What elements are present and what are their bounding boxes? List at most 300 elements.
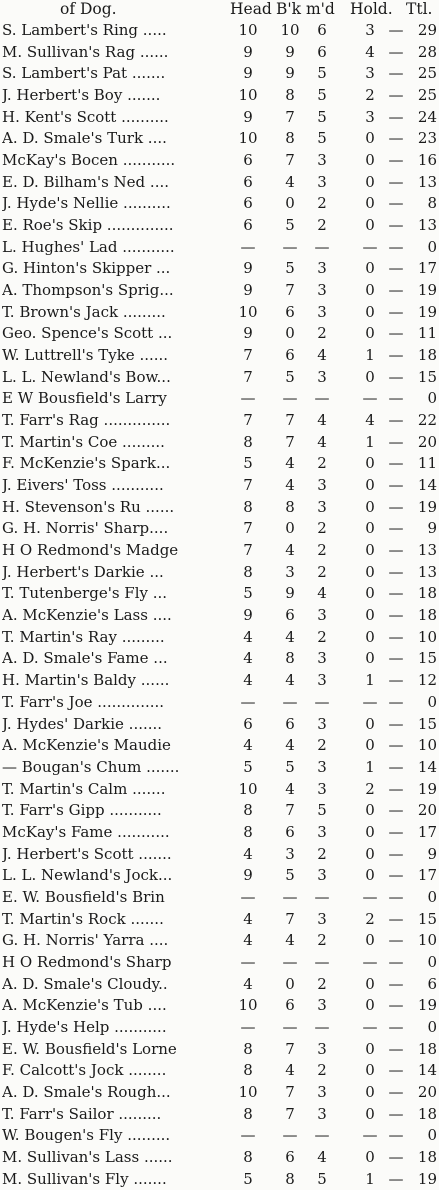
table-row (0, 258, 439, 280)
table-row (0, 367, 439, 389)
md-score: 5 (317, 107, 327, 126)
bk-score: 8 (285, 1169, 295, 1188)
dog-name: H. Stevenson's Ru ...... (2, 497, 175, 516)
head-score: 7 (243, 411, 253, 430)
bk-score: — (282, 1126, 298, 1145)
total-score: 17 (417, 259, 437, 278)
hold-score: 2 (365, 86, 375, 105)
hold-score: — (362, 389, 378, 408)
bk-score: 8 (285, 129, 295, 148)
head-score: — (240, 1126, 256, 1145)
bk-score: 8 (285, 86, 295, 105)
md-score: 3 (317, 649, 327, 668)
dash-separator: — (388, 1147, 404, 1166)
head-score: 10 (238, 996, 258, 1015)
md-score: — (314, 1126, 330, 1145)
table-row (0, 497, 439, 519)
dash-separator: — (388, 736, 404, 755)
head-score: 8 (243, 822, 253, 841)
md-score: — (314, 692, 330, 711)
total-score: 15 (417, 909, 437, 928)
dog-name: T. Martin's Rock ....... (2, 909, 164, 928)
dog-name: J. Hyde's Help ........... (2, 1017, 167, 1036)
dash-separator: — (388, 996, 404, 1015)
bk-score: 6 (285, 1147, 295, 1166)
dog-name: A. McKenzie's Maudie (2, 736, 171, 755)
table-row (0, 453, 439, 475)
bk-score: 7 (285, 801, 295, 820)
total-score: 12 (417, 671, 437, 690)
md-score: 2 (317, 194, 327, 213)
total-score: 6 (427, 974, 437, 993)
table-row (0, 1125, 439, 1147)
hold-score: 1 (365, 346, 375, 365)
dog-name: S. Lambert's Pat ....... (2, 64, 166, 83)
md-score: 5 (317, 801, 327, 820)
head-score: — (240, 237, 256, 256)
hold-score: 2 (365, 909, 375, 928)
md-score: — (314, 1017, 330, 1036)
dog-name: A. D. Smale's Fame ... (2, 649, 168, 668)
md-score: 4 (317, 411, 327, 430)
bk-score: 6 (285, 822, 295, 841)
head-score: 5 (243, 757, 253, 776)
bk-score: 9 (285, 584, 295, 603)
bk-score: 5 (285, 259, 295, 278)
table-row (0, 1039, 439, 1061)
md-score: 4 (317, 1147, 327, 1166)
dash-separator: — (388, 974, 404, 993)
dash-separator: — (388, 21, 404, 39)
hold-score: 1 (365, 1169, 375, 1188)
head-score: 9 (243, 324, 253, 343)
table-row (0, 237, 439, 259)
bk-score: 10 (280, 21, 300, 39)
bk-score: 4 (285, 1061, 295, 1080)
head-score: 4 (243, 671, 253, 690)
dash-separator: — (388, 1082, 404, 1101)
table-row (0, 974, 439, 996)
hold-score: 0 (365, 606, 375, 625)
bk-score: 7 (285, 281, 295, 300)
dog-name: E W Bousfield's Larry (2, 389, 167, 408)
head-score: 7 (243, 519, 253, 538)
md-score: 5 (317, 129, 327, 148)
dash-separator: — (388, 454, 404, 473)
dog-name: A. McKenzie's Lass .... (2, 606, 172, 625)
dash-separator: — (388, 801, 404, 820)
dog-name: L. L. Newland's Bow... (2, 367, 171, 386)
total-score: 25 (417, 64, 437, 83)
hold-score: 0 (365, 627, 375, 646)
table-row (0, 1082, 439, 1104)
dash-separator: — (388, 541, 404, 560)
md-score: 3 (317, 671, 327, 690)
hold-score: 0 (365, 454, 375, 473)
total-score: 18 (417, 584, 437, 603)
bk-score: 8 (285, 497, 295, 516)
bk-score: 9 (285, 64, 295, 83)
bk-score: 6 (285, 346, 295, 365)
head-score: 8 (243, 1147, 253, 1166)
bk-score: 4 (285, 476, 295, 495)
hold-score: 2 (365, 779, 375, 798)
bk-score: — (282, 389, 298, 408)
dog-name: G. H. Norris' Sharp.... (2, 519, 169, 538)
table-row (0, 1017, 439, 1039)
head-score: 10 (238, 779, 258, 798)
head-score: 9 (243, 259, 253, 278)
table-row (0, 540, 439, 562)
table-row (0, 692, 439, 714)
hold-score: 0 (365, 476, 375, 495)
md-score: — (314, 887, 330, 906)
hold-score: 0 (365, 931, 375, 950)
hold-score: 0 (365, 866, 375, 885)
total-score: 20 (417, 432, 437, 451)
dash-separator: — (388, 194, 404, 213)
dog-name: J. Herbert's Boy ....... (2, 86, 161, 105)
hold-score: — (362, 887, 378, 906)
table-row (0, 107, 439, 129)
table-body (0, 20, 439, 1190)
head-score: 4 (243, 736, 253, 755)
table-row (0, 475, 439, 497)
bk-score: — (282, 1017, 298, 1036)
md-score: 2 (317, 216, 327, 235)
hold-score: 4 (365, 411, 375, 430)
bk-score: — (282, 237, 298, 256)
bk-score: 6 (285, 302, 295, 321)
head-score: 7 (243, 476, 253, 495)
md-score: 3 (317, 996, 327, 1015)
hold-score: 3 (365, 64, 375, 83)
dash-separator: — (388, 216, 404, 235)
dash-separator: — (388, 1169, 404, 1188)
bk-score: 7 (285, 1082, 295, 1101)
table-row (0, 410, 439, 432)
table-row (0, 779, 439, 801)
table-row (0, 627, 439, 649)
hold-score: 3 (365, 21, 375, 39)
dash-separator: — (388, 107, 404, 126)
md-score: 3 (317, 866, 327, 885)
head-score: — (240, 389, 256, 408)
table-row (0, 1169, 439, 1190)
head-score: 6 (243, 194, 253, 213)
md-score: 2 (317, 844, 327, 863)
total-score: 19 (417, 779, 437, 798)
bk-score: 5 (285, 367, 295, 386)
dog-name: T. Tutenberge's Fly ... (2, 584, 168, 603)
total-score: 14 (417, 757, 437, 776)
hold-score: — (362, 1126, 378, 1145)
total-score: 20 (417, 1082, 437, 1101)
table-row (0, 995, 439, 1017)
dog-name: E. W. Bousfield's Lorne (2, 1039, 177, 1058)
md-score: — (314, 237, 330, 256)
dash-separator: — (388, 606, 404, 625)
md-score: 4 (317, 346, 327, 365)
hold-score: 1 (365, 432, 375, 451)
dash-separator: — (388, 367, 404, 386)
total-score: 20 (417, 801, 437, 820)
total-score: 19 (417, 1169, 437, 1188)
hold-score: 0 (365, 324, 375, 343)
dash-separator: — (388, 649, 404, 668)
hold-score: — (362, 1017, 378, 1036)
bk-score: 6 (285, 996, 295, 1015)
dash-separator: — (388, 757, 404, 776)
hold-score: 0 (365, 996, 375, 1015)
hold-score: 1 (365, 757, 375, 776)
total-score: 28 (417, 42, 437, 61)
dash-separator: — (388, 389, 404, 408)
hold-score: 1 (365, 671, 375, 690)
dog-name: T. Farr's Gipp ........... (2, 801, 162, 820)
dog-name: H. Martin's Baldy ...... (2, 671, 170, 690)
table-row (0, 583, 439, 605)
dash-separator: — (388, 844, 404, 863)
hold-score: 0 (365, 736, 375, 755)
head-score: 6 (243, 714, 253, 733)
hold-score: 0 (365, 1039, 375, 1058)
dog-name: T. Martin's Ray ......... (2, 627, 165, 646)
dash-separator: — (388, 822, 404, 841)
hold-score: 0 (365, 151, 375, 170)
head-score: 4 (243, 627, 253, 646)
total-score: 16 (417, 151, 437, 170)
bk-score: 4 (285, 779, 295, 798)
dash-separator: — (388, 281, 404, 300)
dash-separator: — (388, 346, 404, 365)
md-score: 3 (317, 151, 327, 170)
total-score: 13 (417, 562, 437, 581)
dash-separator: — (388, 259, 404, 278)
bk-score: 4 (285, 454, 295, 473)
head-score: 7 (243, 541, 253, 560)
total-score: 23 (417, 129, 437, 148)
total-score: 19 (417, 996, 437, 1015)
table-row (0, 562, 439, 584)
dash-separator: — (388, 779, 404, 798)
hold-score: 0 (365, 367, 375, 386)
hold-score: 0 (365, 1061, 375, 1080)
md-score: 3 (317, 909, 327, 928)
hold-score: 0 (365, 497, 375, 516)
total-score: 10 (417, 627, 437, 646)
bk-score: 0 (285, 519, 295, 538)
total-score: 25 (417, 86, 437, 105)
md-score: 4 (317, 432, 327, 451)
dash-separator: — (388, 86, 404, 105)
total-score: 19 (417, 497, 437, 516)
bk-score: — (282, 952, 298, 971)
dog-name: H. Kent's Scott .......... (2, 107, 169, 126)
dash-separator: — (388, 151, 404, 170)
head-score: 8 (243, 432, 253, 451)
total-score: 9 (427, 519, 437, 538)
head-score: 9 (243, 866, 253, 885)
dog-name: G. H. Norris' Yarra .... (2, 931, 169, 950)
md-score: 2 (317, 627, 327, 646)
table-row (0, 20, 439, 42)
total-score: 14 (417, 1061, 437, 1080)
dog-name: J. Herbert's Darkie ... (2, 562, 164, 581)
hold-score: 0 (365, 172, 375, 191)
hold-score: 0 (365, 302, 375, 321)
total-score: 0 (427, 692, 437, 711)
dash-separator: — (388, 909, 404, 928)
table-row (0, 172, 439, 194)
bk-score: 6 (285, 714, 295, 733)
md-score: 3 (317, 302, 327, 321)
head-score: 9 (243, 64, 253, 83)
head-score: 10 (238, 1082, 258, 1101)
md-score: 4 (317, 584, 327, 603)
md-score: 3 (317, 606, 327, 625)
bk-score: 7 (285, 1039, 295, 1058)
head-score: 8 (243, 801, 253, 820)
total-score: 24 (417, 107, 437, 126)
dog-name: T. Farr's Joe .............. (2, 692, 165, 711)
total-score: 18 (417, 346, 437, 365)
md-score: 3 (317, 714, 327, 733)
dash-separator: — (388, 931, 404, 950)
dog-name: J. Hydes' Darkie ....... (2, 714, 163, 733)
bk-score: 7 (285, 411, 295, 430)
head-score: 4 (243, 974, 253, 993)
bk-score: 5 (285, 757, 295, 776)
total-score: 18 (417, 1039, 437, 1058)
table-row (0, 323, 439, 345)
table-row (0, 909, 439, 931)
total-score: 0 (427, 1126, 437, 1145)
bk-score: 5 (285, 216, 295, 235)
bk-score: 3 (285, 562, 295, 581)
hold-score: 0 (365, 216, 375, 235)
dog-name: S. Lambert's Ring ..... (2, 21, 167, 39)
bk-score: 7 (285, 432, 295, 451)
table-row (0, 432, 439, 454)
table-row (0, 150, 439, 172)
md-score: 2 (317, 541, 327, 560)
head-score: — (240, 887, 256, 906)
dash-separator: — (388, 1104, 404, 1123)
head-score: — (240, 1017, 256, 1036)
dash-separator: — (388, 129, 404, 148)
bk-score: 7 (285, 909, 295, 928)
dog-name: Geo. Spence's Scott ... (2, 324, 173, 343)
dash-separator: — (388, 562, 404, 581)
hold-score: 0 (365, 714, 375, 733)
dog-name: McKay's Fame ........... (2, 822, 170, 841)
head-score: 9 (243, 281, 253, 300)
bk-score: — (282, 887, 298, 906)
bk-score: 0 (285, 974, 295, 993)
total-score: 14 (417, 476, 437, 495)
md-score: 2 (317, 324, 327, 343)
dog-name: E. D. Bilham's Ned .... (2, 172, 169, 191)
table-row (0, 714, 439, 736)
dog-name: L. L. Newland's Jock... (2, 866, 173, 885)
table-row (0, 800, 439, 822)
total-score: 22 (417, 411, 437, 430)
md-score: 3 (317, 1082, 327, 1101)
head-score: 5 (243, 454, 253, 473)
table-row (0, 735, 439, 757)
dog-name: — Bougan's Chum ....... (2, 757, 180, 776)
md-score: 3 (317, 476, 327, 495)
table-row (0, 1147, 439, 1169)
dash-separator: — (388, 627, 404, 646)
hold-score: 0 (365, 801, 375, 820)
total-score: 19 (417, 281, 437, 300)
head-score: 4 (243, 909, 253, 928)
hold-score: — (362, 237, 378, 256)
dash-separator: — (388, 432, 404, 451)
bk-score: 7 (285, 151, 295, 170)
head-score: 6 (243, 216, 253, 235)
hold-score: 3 (365, 107, 375, 126)
table-row (0, 952, 439, 974)
total-score: 13 (417, 216, 437, 235)
dash-separator: — (388, 1126, 404, 1145)
bk-score: 4 (285, 541, 295, 560)
table-row (0, 648, 439, 670)
total-score: 11 (417, 454, 437, 473)
head-score: 7 (243, 346, 253, 365)
md-score: 2 (317, 931, 327, 950)
dash-separator: — (388, 1017, 404, 1036)
table-row (0, 887, 439, 909)
dog-name: T. Martin's Coe ......... (2, 432, 165, 451)
head-score: — (240, 952, 256, 971)
table-row (0, 42, 439, 64)
head-score: 9 (243, 606, 253, 625)
md-score: — (314, 952, 330, 971)
head-score: 9 (243, 107, 253, 126)
head-score: 8 (243, 497, 253, 516)
md-score: 3 (317, 367, 327, 386)
hold-score: 0 (365, 562, 375, 581)
head-score: — (240, 692, 256, 711)
table-row (0, 63, 439, 85)
total-score: 18 (417, 1104, 437, 1123)
dash-separator: — (388, 887, 404, 906)
hold-score: 0 (365, 281, 375, 300)
total-score: 18 (417, 1147, 437, 1166)
dog-name: F. Calcott's Jock ........ (2, 1061, 167, 1080)
dash-separator: — (388, 671, 404, 690)
total-score: 0 (427, 389, 437, 408)
total-score: 8 (427, 194, 437, 213)
dash-separator: — (388, 692, 404, 711)
dog-name: A. D. Smale's Cloudy.. (2, 974, 168, 993)
hold-score: 0 (365, 584, 375, 603)
total-score: 13 (417, 172, 437, 191)
table-row (0, 280, 439, 302)
total-score: 18 (417, 606, 437, 625)
total-score: 0 (427, 237, 437, 256)
table-row (0, 1060, 439, 1082)
table-row (0, 605, 439, 627)
bk-score: 9 (285, 42, 295, 61)
dog-name: McKay's Bocen ........... (2, 151, 176, 170)
head-score: 10 (238, 21, 258, 39)
md-score: 2 (317, 974, 327, 993)
table-row (0, 388, 439, 410)
